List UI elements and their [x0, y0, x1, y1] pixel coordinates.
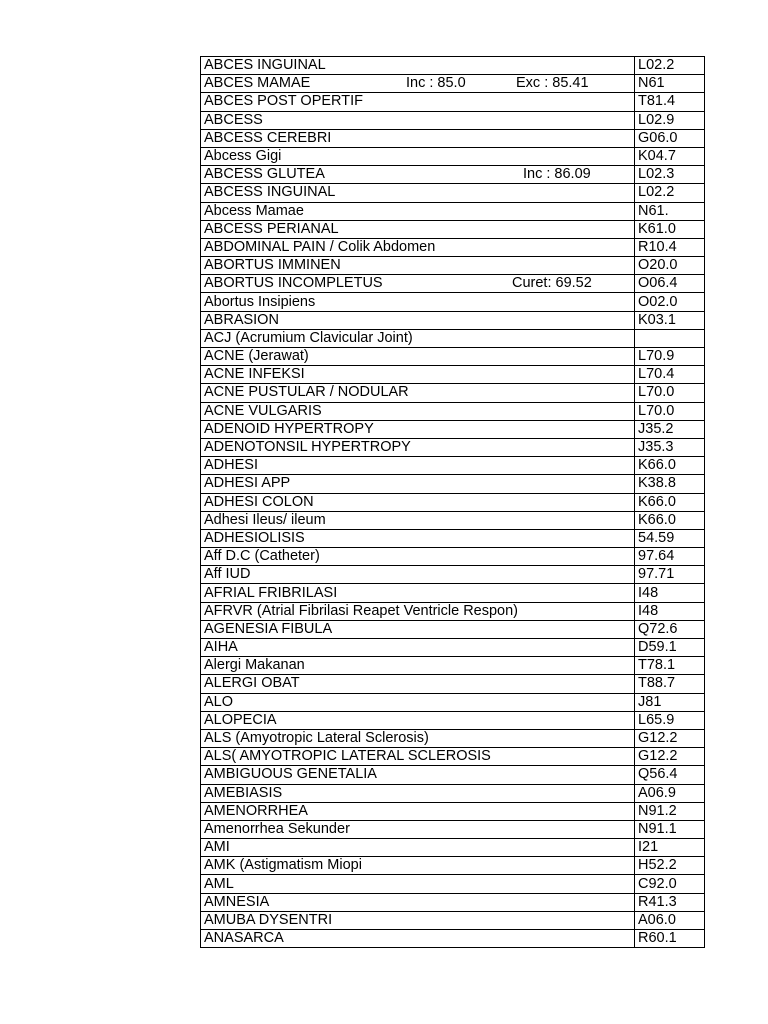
icd-code-cell: J35.3 [635, 438, 705, 456]
table-row [201, 784, 705, 802]
diagnosis-name: ABCES POST OPERTIF [204, 93, 364, 110]
table-row [201, 529, 705, 547]
diagnosis-name-cell [201, 820, 635, 838]
diagnosis-name: Aff IUD [204, 566, 251, 583]
diagnosis-name: ADENOTONSIL HYPERTROPY [204, 439, 411, 456]
table-row [201, 475, 705, 493]
icd-code-cell: N61 [635, 75, 705, 93]
table-row [201, 366, 705, 384]
diagnosis-name: AML [204, 875, 234, 892]
diagnosis-name: AMK (Astigmatism Miopi [204, 857, 362, 874]
icd-code-cell: L02.2 [635, 57, 705, 75]
table-row [201, 639, 705, 657]
diagnosis-name-cell [201, 875, 635, 893]
diagnosis-name-cell [201, 384, 635, 402]
table-row [201, 384, 705, 402]
diagnosis-name: ABCES MAMAE [204, 75, 311, 92]
table-row [201, 293, 705, 311]
icd-code-cell: K03.1 [635, 311, 705, 329]
icd-code-cell: T88.7 [635, 675, 705, 693]
icd-code-cell: J35.2 [635, 420, 705, 438]
diagnosis-name-cell [201, 257, 635, 275]
diagnosis-name-cell [201, 475, 635, 493]
diagnosis-name: ADHESI APP [204, 475, 291, 492]
diagnosis-name-cell [201, 566, 635, 584]
icd-code-cell: K38.8 [635, 475, 705, 493]
procedure-note: Inc : 85.0 [406, 75, 466, 92]
diagnosis-name-cell [201, 93, 635, 111]
icd-code-cell: N61. [635, 202, 705, 220]
diagnosis-name-cell [201, 129, 635, 147]
icd-code-cell: L02.3 [635, 166, 705, 184]
icd-code-cell: A06.9 [635, 784, 705, 802]
table-row [201, 57, 705, 75]
diagnosis-name-cell [201, 711, 635, 729]
icd-code-cell: J81 [635, 693, 705, 711]
diagnosis-name-cell [201, 620, 635, 638]
diagnosis-name: AMNESIA [204, 893, 270, 910]
diagnosis-name-cell [201, 348, 635, 366]
table-row [201, 748, 705, 766]
diagnosis-name-cell [201, 675, 635, 693]
icd-code-cell: O02.0 [635, 293, 705, 311]
table-row [201, 75, 705, 93]
table-row [201, 220, 705, 238]
table-row [201, 729, 705, 747]
procedure-note: Exc : 85.41 [516, 75, 589, 92]
diagnosis-name-cell [201, 548, 635, 566]
diagnosis-name-cell [201, 729, 635, 747]
diagnosis-name: ABRASION [204, 311, 279, 328]
table-row [201, 111, 705, 129]
table-row [201, 129, 705, 147]
diagnosis-name: AFRIAL FRIBRILASI [204, 584, 338, 601]
icd-code-cell: L70.0 [635, 384, 705, 402]
diagnosis-name-cell [201, 657, 635, 675]
diagnosis-name: AMBIGUOUS GENETALIA [204, 766, 377, 783]
table-body [201, 57, 705, 948]
icd-code-cell: T81.4 [635, 93, 705, 111]
icd-code-cell: D59.1 [635, 639, 705, 657]
table-row [201, 238, 705, 256]
table-row [201, 566, 705, 584]
icd-code-cell: L65.9 [635, 711, 705, 729]
diagnosis-name-cell [201, 893, 635, 911]
diagnosis-name: Amenorrhea Sekunder [204, 820, 350, 837]
table-row [201, 493, 705, 511]
diagnosis-name: Abcess Gigi [204, 148, 282, 165]
icd-code-cell: K66.0 [635, 457, 705, 475]
diagnosis-name: ABCESS CEREBRI [204, 129, 332, 146]
icd-code-cell: K66.0 [635, 511, 705, 529]
diagnosis-name-cell [201, 311, 635, 329]
diagnosis-name: ADHESIOLISIS [204, 529, 305, 546]
diagnosis-name: Abcess Mamae [204, 202, 304, 219]
icd-code-cell: L70.0 [635, 402, 705, 420]
table-row [201, 420, 705, 438]
diagnosis-name-cell [201, 184, 635, 202]
diagnosis-name-cell [201, 402, 635, 420]
diagnosis-name: ABCESS PERIANAL [204, 220, 339, 237]
diagnosis-name-cell [201, 748, 635, 766]
table-row [201, 857, 705, 875]
diagnosis-name-cell [201, 438, 635, 456]
diagnosis-name-cell [201, 166, 635, 184]
diagnosis-name-cell [201, 802, 635, 820]
table-row [201, 802, 705, 820]
table-row [201, 511, 705, 529]
diagnosis-name-cell [201, 911, 635, 929]
diagnosis-name-cell [201, 57, 635, 75]
table-row [201, 93, 705, 111]
diagnosis-name: Abortus Insipiens [204, 293, 316, 310]
diagnosis-name: ALS (Amyotropic Lateral Sclerosis) [204, 730, 429, 747]
diagnosis-name: ACNE PUSTULAR / NODULAR [204, 384, 409, 401]
diagnosis-name: ABORTUS INCOMPLETUS [204, 275, 383, 292]
diagnosis-name-cell [201, 693, 635, 711]
diagnosis-name-cell [201, 457, 635, 475]
icd-code-cell: G06.0 [635, 129, 705, 147]
diagnosis-name: ALO [204, 693, 234, 710]
diagnosis-name: AGENESIA FIBULA [204, 620, 333, 637]
diagnosis-name: ABCESS [204, 111, 263, 128]
diagnosis-name-cell [201, 766, 635, 784]
icd-code-cell [635, 329, 705, 347]
table-row [201, 766, 705, 784]
icd-code-cell: R60.1 [635, 930, 705, 948]
icd-code-cell: 54.59 [635, 529, 705, 547]
icd-code-cell: 97.64 [635, 548, 705, 566]
diagnosis-name: ANASARCA [204, 930, 284, 947]
diagnosis-name-cell [201, 111, 635, 129]
diagnosis-name: Alergi Makanan [204, 657, 305, 674]
table-row [201, 311, 705, 329]
diagnosis-name: ACNE VULGARIS [204, 402, 322, 419]
diagnosis-name: Aff D.C (Catheter) [204, 548, 320, 565]
icd-code-cell: I21 [635, 839, 705, 857]
icd-code-cell: G12.2 [635, 748, 705, 766]
icd-code-cell: K61.0 [635, 220, 705, 238]
diagnosis-name: ADHESI [204, 457, 258, 474]
table-row [201, 457, 705, 475]
icd-code-cell: R41.3 [635, 893, 705, 911]
icd-code-cell: Q72.6 [635, 620, 705, 638]
diagnosis-name: ABDOMINAL PAIN / Colik Abdomen [204, 238, 436, 255]
table-row [201, 548, 705, 566]
icd-code-cell: T78.1 [635, 657, 705, 675]
procedure-note: Curet: 69.52 [512, 275, 592, 292]
icd-code-cell: O06.4 [635, 275, 705, 293]
diagnosis-name-cell [201, 202, 635, 220]
diagnosis-name-cell [201, 420, 635, 438]
diagnosis-name: ADENOID HYPERTROPY [204, 420, 374, 437]
icd-code-cell: R10.4 [635, 238, 705, 256]
diagnosis-name-cell [201, 493, 635, 511]
diagnosis-name-cell [201, 75, 635, 93]
icd-code-cell: O20.0 [635, 257, 705, 275]
diagnosis-name: ALOPECIA [204, 711, 277, 728]
diagnosis-name-cell [201, 329, 635, 347]
table-row [201, 584, 705, 602]
diagnosis-name: ABCES INGUINAL [204, 57, 326, 74]
diagnosis-name: ALERGI OBAT [204, 675, 300, 692]
table-row [201, 875, 705, 893]
diagnosis-name-cell [201, 930, 635, 948]
diagnosis-name: AMEBIASIS [204, 784, 283, 801]
diagnosis-name-cell [201, 511, 635, 529]
diagnosis-name-cell [201, 602, 635, 620]
table-row [201, 657, 705, 675]
diagnosis-name-cell [201, 857, 635, 875]
diagnosis-name: AFRVR (Atrial Fibrilasi Reapet Ventricle Respon) [204, 602, 519, 619]
icd-code-cell: I48 [635, 602, 705, 620]
table-row [201, 275, 705, 293]
diagnosis-name-cell [201, 293, 635, 311]
diagnosis-name: ABCESS GLUTEA [204, 166, 325, 183]
icd-code-cell: N91.2 [635, 802, 705, 820]
diagnosis-name: AMENORRHEA [204, 802, 308, 819]
table-row [201, 329, 705, 347]
icd-code-cell: A06.0 [635, 911, 705, 929]
table-row [201, 839, 705, 857]
icd-code-cell: N91.1 [635, 820, 705, 838]
diagnosis-name-cell [201, 147, 635, 165]
table-row [201, 348, 705, 366]
table-row [201, 147, 705, 165]
diagnosis-name: ALS( AMYOTROPIC LATERAL SCLEROSIS [204, 748, 491, 765]
diagnosis-name: ACNE (Jerawat) [204, 348, 309, 365]
table-row [201, 930, 705, 948]
diagnosis-name-cell [201, 275, 635, 293]
icd-code-cell: H52.2 [635, 857, 705, 875]
icd-code-cell: C92.0 [635, 875, 705, 893]
diagnosis-name: AIHA [204, 639, 238, 656]
diagnosis-code-table [200, 56, 705, 948]
diagnosis-name-cell [201, 839, 635, 857]
diagnosis-name-cell [201, 784, 635, 802]
diagnosis-name-cell [201, 584, 635, 602]
table-row [201, 202, 705, 220]
icd-code-cell: L70.4 [635, 366, 705, 384]
diagnosis-name-cell [201, 220, 635, 238]
icd-code-cell: L70.9 [635, 348, 705, 366]
icd-code-cell: 97.71 [635, 566, 705, 584]
table-row [201, 820, 705, 838]
table-row [201, 438, 705, 456]
table-row [201, 893, 705, 911]
diagnosis-name-cell [201, 639, 635, 657]
diagnosis-name-cell [201, 366, 635, 384]
diagnosis-name: Adhesi Ileus/ ileum [204, 511, 326, 528]
table-row [201, 602, 705, 620]
icd-code-cell: I48 [635, 584, 705, 602]
diagnosis-name: AMUBA DYSENTRI [204, 911, 333, 928]
diagnosis-name: AMI [204, 839, 230, 856]
icd-code-cell: L02.2 [635, 184, 705, 202]
table-row [201, 166, 705, 184]
table-row [201, 711, 705, 729]
icd-code-cell: K04.7 [635, 147, 705, 165]
table-row [201, 257, 705, 275]
icd-code-cell: Q56.4 [635, 766, 705, 784]
icd-code-cell: L02.9 [635, 111, 705, 129]
diagnosis-name: ABCESS INGUINAL [204, 184, 336, 201]
diagnosis-name: ACJ (Acrumium Clavicular Joint) [204, 329, 413, 346]
table-row [201, 184, 705, 202]
table-row [201, 911, 705, 929]
icd-code-cell: K66.0 [635, 493, 705, 511]
table-row [201, 620, 705, 638]
diagnosis-name: ACNE INFEKSI [204, 366, 305, 383]
diagnosis-name: ABORTUS IMMINEN [204, 257, 341, 274]
procedure-note: Inc : 86.09 [523, 166, 591, 183]
table-row [201, 402, 705, 420]
diagnosis-name: ADHESI COLON [204, 493, 314, 510]
diagnosis-name-cell [201, 529, 635, 547]
icd-code-cell: G12.2 [635, 729, 705, 747]
table-row [201, 693, 705, 711]
table-row [201, 675, 705, 693]
diagnosis-name-cell [201, 238, 635, 256]
